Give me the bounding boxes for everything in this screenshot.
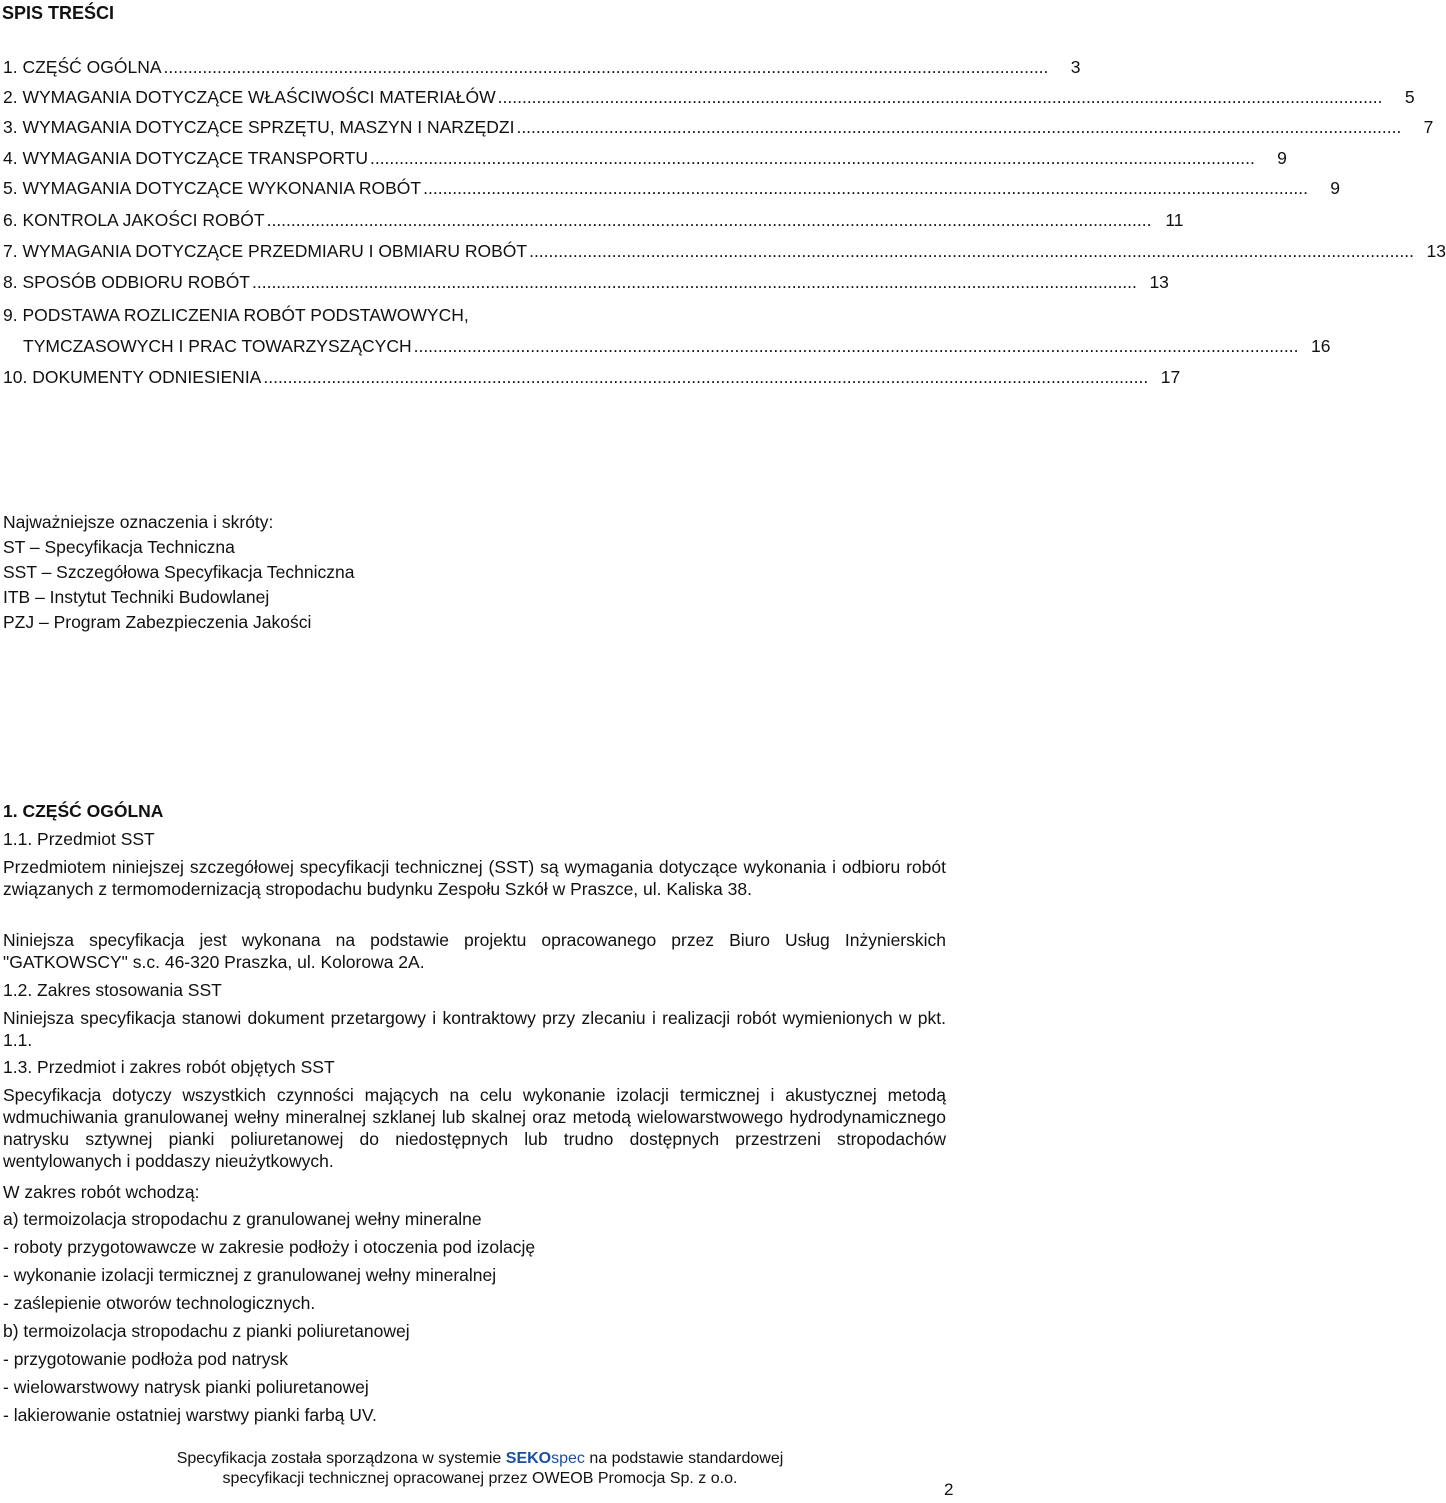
toc-item-label: 4. WYMAGANIA DOTYCZĄCE TRANSPORTU xyxy=(3,148,368,168)
toc-title: SPIS TREŚCI xyxy=(2,3,115,23)
toc-item[interactable] xyxy=(3,241,1446,267)
toc-leader-dots: ...................................................................................................................................................................................... xyxy=(529,241,1414,261)
scope-line: - przygotowanie podłoża pod natrysk xyxy=(3,1349,289,1369)
footer-text: na podstawie standardowej xyxy=(589,1450,784,1467)
toc-item-page: 7 xyxy=(1423,117,1434,137)
toc-item-page: 13 xyxy=(1149,272,1169,292)
toc-item[interactable] xyxy=(3,367,1181,393)
paragraph: Specyfikacja dotyczy wszystkich czynności mających na celu wykonanie izolacji termicznej i akustycznej metodą wdmuchiwania granulowanej wełny mineralnej szklanej lub skalnej oraz metodą wielowarstwowego hydrodynamicznego natrysku sztywnej pianki poliuretanowej do niedostępnych lub trudno dostępnych przestrzeni stropodachów wentylowanych i poddaszy nieużytkowych. xyxy=(3,1085,946,1171)
toc-item-label: 3. WYMAGANIA DOTYCZĄCE SPRZĘTU, MASZYN I NARZĘDZI xyxy=(3,117,515,137)
toc-leader-dots: ...................................................................................................................................................................................... xyxy=(263,367,1149,387)
toc-item[interactable] xyxy=(3,148,1287,174)
abbreviation-item: ITB – Instytut Techniki Budowlanej xyxy=(3,587,270,607)
toc-leader-dots: ...................................................................................................................................................................................... xyxy=(266,210,1152,230)
toc-item-label[interactable]: 9. PODSTAWA ROZLICZENIA ROBÓT PODSTAWOWYCH, xyxy=(3,305,469,325)
toc-item-page: 17 xyxy=(1160,367,1181,387)
footer-line-1 xyxy=(0,1449,960,1468)
toc-leader-dots: ...................................................................................................................................................................................... xyxy=(252,272,1137,292)
scope-line: - zaślepienie otworów technologicznych. xyxy=(3,1293,316,1313)
abbreviations-heading: Najważniejsze oznaczenia i skróty: xyxy=(3,512,274,532)
paragraph: Niniejsza specyfikacja jest wykonana na podstawie projektu opracowanego przez Biuro Usług Inżynierskich "GATKOWSCY" s.c. 46-320 Praszka, ul. Kolorowa 2A. xyxy=(3,930,946,972)
subsection-heading: 1.1. Przedmiot SST xyxy=(3,829,155,849)
toc-item-page: 3 xyxy=(1070,57,1081,77)
toc-leader-dots: ...................................................................................................................................................................................... xyxy=(163,57,1049,77)
paragraph: Niniejsza specyfikacja stanowi dokument przetargowy i kontraktowy przy zlecaniu i realizacji robót wymienionych w pkt. 1.1. xyxy=(3,1008,946,1050)
toc-item-page: 13 xyxy=(1426,241,1446,261)
scope-line: - lakierowanie ostatniej warstwy pianki farbą UV. xyxy=(3,1405,377,1425)
toc-item[interactable] xyxy=(3,57,1081,83)
toc-item[interactable] xyxy=(23,336,1331,362)
toc-item[interactable] xyxy=(3,117,1434,143)
toc-leader-dots: ...................................................................................................................................................................................... xyxy=(369,148,1255,168)
toc-item[interactable] xyxy=(3,210,1184,236)
sekospec-logo xyxy=(506,1450,585,1467)
subsection-heading: 1.3. Przedmiot i zakres robót objętych SST xyxy=(3,1057,335,1077)
toc-item-label: 10. DOKUMENTY ODNIESIENIA xyxy=(3,367,262,387)
toc-item-page: 9 xyxy=(1277,148,1287,168)
toc-leader-dots: ...................................................................................................................................................................................... xyxy=(423,178,1309,198)
toc-item-page: 5 xyxy=(1404,87,1415,107)
footer-line-2: specyfikacji technicznej opracowanej przez OWEOB Promocja Sp. z o.o. xyxy=(222,1470,738,1487)
toc-leader-dots: ...................................................................................................................................................................................... xyxy=(413,336,1299,356)
toc-item[interactable] xyxy=(3,178,1341,204)
abbreviation-item: PZJ – Program Zabezpieczenia Jakości xyxy=(3,612,312,632)
scope-line: b) termoizolacja stropodachu z pianki poliuretanowej xyxy=(3,1321,410,1341)
logo-seko: SEKO xyxy=(505,1450,552,1467)
paragraph: Przedmiotem niniejszej szczegółowej specyfikacji technicznej (SST) są wymagania dotyczące wykonania i odbioru robót związanych z termomodernizacją stropodachu budynku Zespołu Szkół w Praszce, ul. Kaliska 38. xyxy=(3,857,946,899)
subsection-heading: 1.2. Zakres stosowania SST xyxy=(3,980,222,1000)
toc-item-label: 7. WYMAGANIA DOTYCZĄCE PRZEDMIARU I OBMIARU ROBÓT xyxy=(3,241,528,261)
scope-line: - wykonanie izolacji termicznej z granulowanej wełny mineralnej xyxy=(3,1265,497,1285)
toc-item-label: 8. SPOSÓB ODBIORU ROBÓT xyxy=(3,272,250,292)
logo-spec: spec xyxy=(551,1450,585,1467)
toc-item-label: 5. WYMAGANIA DOTYCZĄCE WYKONANIA ROBÓT xyxy=(3,178,422,198)
toc-leader-dots: ...................................................................................................................................................................................... xyxy=(497,87,1383,107)
toc-item-label: 6. KONTROLA JAKOŚCI ROBÓT xyxy=(3,210,265,230)
abbreviation-item: ST – Specyfikacja Techniczna xyxy=(3,537,235,557)
toc-item[interactable] xyxy=(3,87,1415,113)
scope-intro: W zakres robót wchodzą: xyxy=(3,1182,200,1202)
toc-item-page: 16 xyxy=(1311,336,1331,356)
scope-line: a) termoizolacja stropodachu z granulowanej wełny mineralne xyxy=(3,1209,482,1229)
toc-leader-dots: ...................................................................................................................................................................................... xyxy=(516,117,1402,137)
toc-item[interactable] xyxy=(3,272,1169,298)
section-heading: 1. CZĘŚĆ OGÓLNA xyxy=(3,801,164,821)
toc-item-page: 9 xyxy=(1330,178,1341,198)
footer-text: Specyfikacja została sporządzona w systemie xyxy=(176,1450,502,1467)
toc-item-label: 2. WYMAGANIA DOTYCZĄCE WŁAŚCIWOŚCI MATERIAŁÓW xyxy=(3,87,496,107)
toc-item-label: 1. CZĘŚĆ OGÓLNA xyxy=(3,57,162,77)
abbreviation-item: SST – Szczegółowa Specyfikacja Techniczna xyxy=(3,562,355,582)
scope-line: - wielowarstwowy natrysk pianki poliuretanowej xyxy=(3,1377,369,1397)
page-number: 2 xyxy=(944,1480,954,1499)
toc-item-page: 11 xyxy=(1165,210,1184,230)
scope-line: - roboty przygotowawcze w zakresie podłoży i otoczenia pod izolację xyxy=(3,1237,536,1257)
toc-item-label-continued: TYMCZASOWYCH I PRAC TOWARZYSZĄCYCH xyxy=(23,336,412,356)
